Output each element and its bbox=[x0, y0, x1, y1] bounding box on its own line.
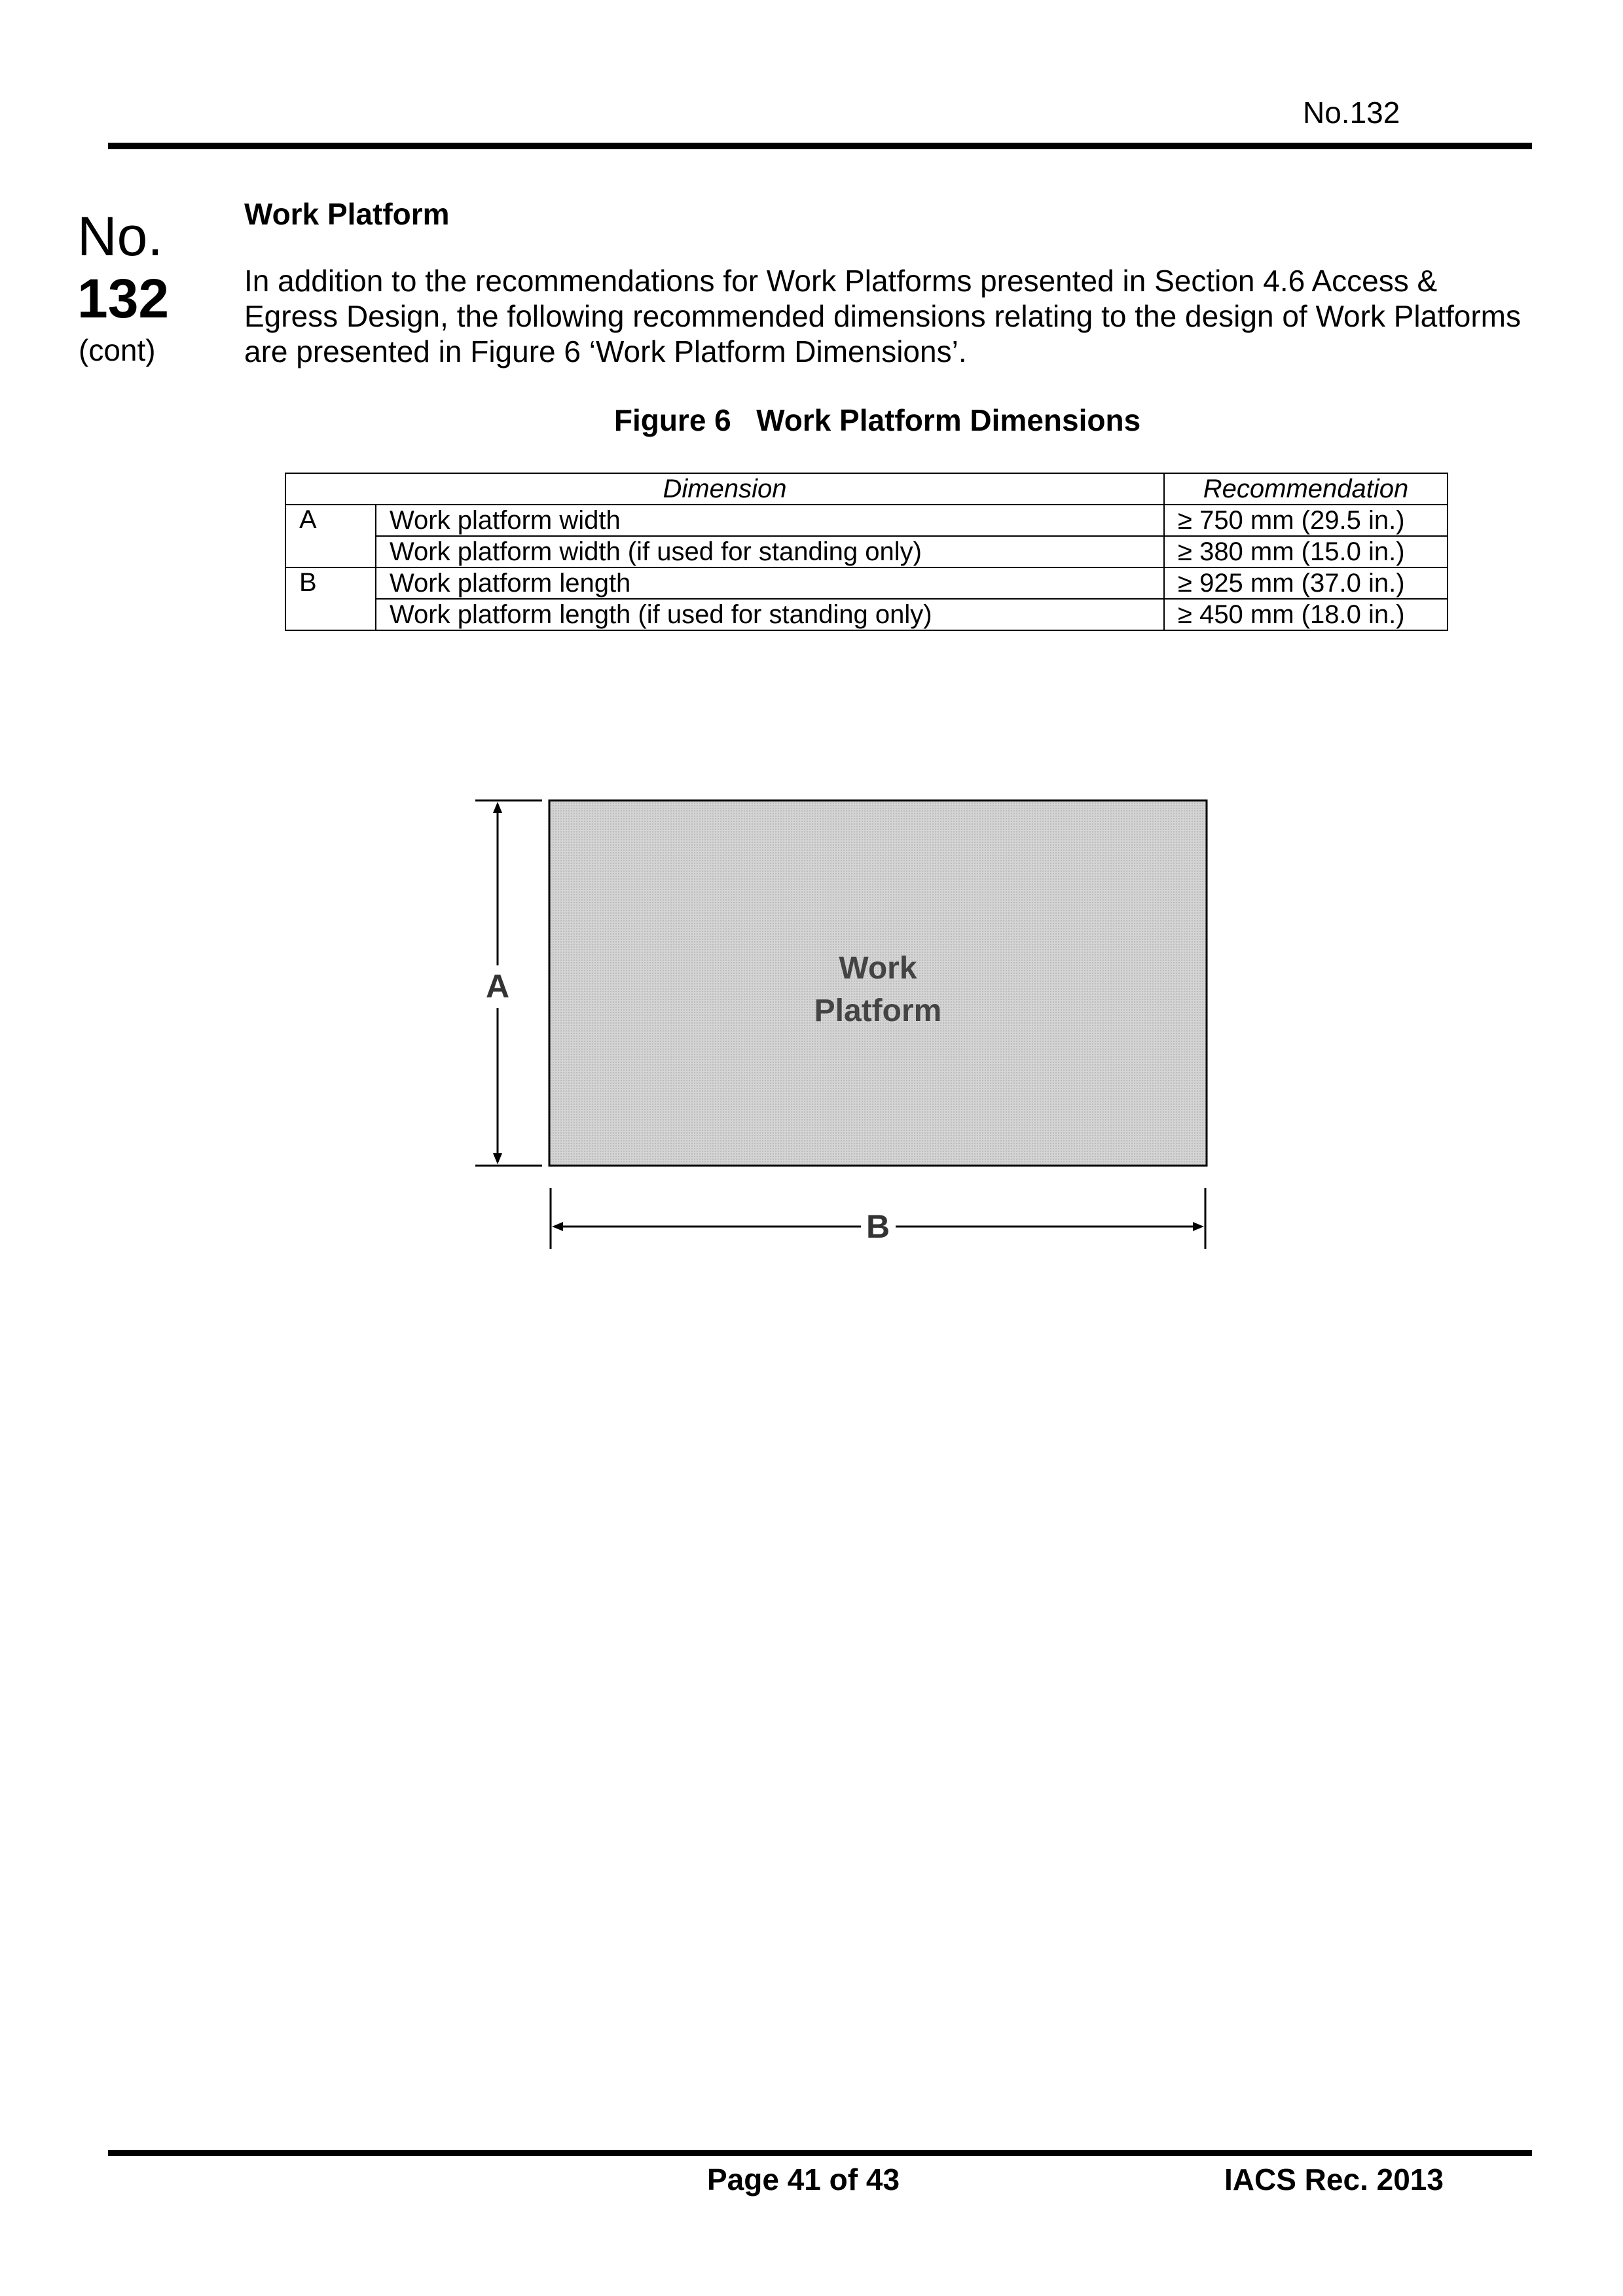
page-number: Page 41 of 43 bbox=[707, 2162, 900, 2197]
row-value: ≥ 380 mm (15.0 in.) bbox=[1164, 536, 1448, 567]
work-platform-diagram bbox=[458, 792, 1244, 1263]
dim-b-arrow-right-icon bbox=[1193, 1222, 1204, 1231]
side-label-no: No. bbox=[77, 206, 163, 267]
side-label-cont: (cont) bbox=[79, 333, 156, 367]
footer-source: IACS Rec. 2013 bbox=[1224, 2162, 1444, 2197]
dim-a-arrow-up-icon bbox=[493, 802, 502, 813]
row-value: ≥ 750 mm (29.5 in.) bbox=[1164, 505, 1448, 536]
table-row bbox=[285, 599, 1448, 630]
table-row bbox=[285, 505, 1448, 536]
table-row bbox=[285, 536, 1448, 567]
dim-b-arrow-left-icon bbox=[552, 1222, 563, 1231]
row-value: ≥ 450 mm (18.0 in.) bbox=[1164, 599, 1448, 630]
row-description: Work platform width (if used for standing only) bbox=[376, 536, 1164, 567]
dim-a-label: A bbox=[485, 968, 510, 1005]
platform-label-line1: Work bbox=[839, 951, 917, 986]
row-value: ≥ 925 mm (37.0 in.) bbox=[1164, 567, 1448, 599]
table-header-row bbox=[285, 473, 1448, 505]
document-number: No.132 bbox=[1303, 96, 1400, 130]
intro-paragraph: In addition to the recommendations for Work Platforms presented in Section 4.6 Access & Egress Design, the following recommended dimensions relating to the design of Work Platforms are presented in Figure 6 ‘Work Platform Dimensions’. bbox=[244, 264, 1521, 368]
recommendation-header: Recommendation bbox=[1164, 473, 1448, 505]
table-row bbox=[285, 567, 1448, 599]
header-rule bbox=[108, 143, 1532, 149]
platform-label-line2: Platform bbox=[814, 994, 942, 1028]
footer-rule bbox=[108, 2150, 1532, 2156]
row-description: Work platform length (if used for standing only) bbox=[376, 599, 1164, 630]
dim-a-arrow-down-icon bbox=[493, 1153, 502, 1164]
section-title: Work Platform bbox=[244, 197, 450, 231]
side-label-number: 132 bbox=[77, 268, 170, 329]
dimensions-table bbox=[285, 473, 1448, 631]
row-description: Work platform width bbox=[376, 505, 1164, 536]
dim-b-label: B bbox=[866, 1208, 890, 1245]
row-label: A bbox=[285, 505, 376, 567]
row-label: B bbox=[285, 567, 376, 630]
row-description: Work platform length bbox=[376, 567, 1164, 599]
figure-caption: Figure 6 Work Platform Dimensions bbox=[613, 403, 1141, 437]
dimension-header: Dimension bbox=[285, 473, 1164, 505]
